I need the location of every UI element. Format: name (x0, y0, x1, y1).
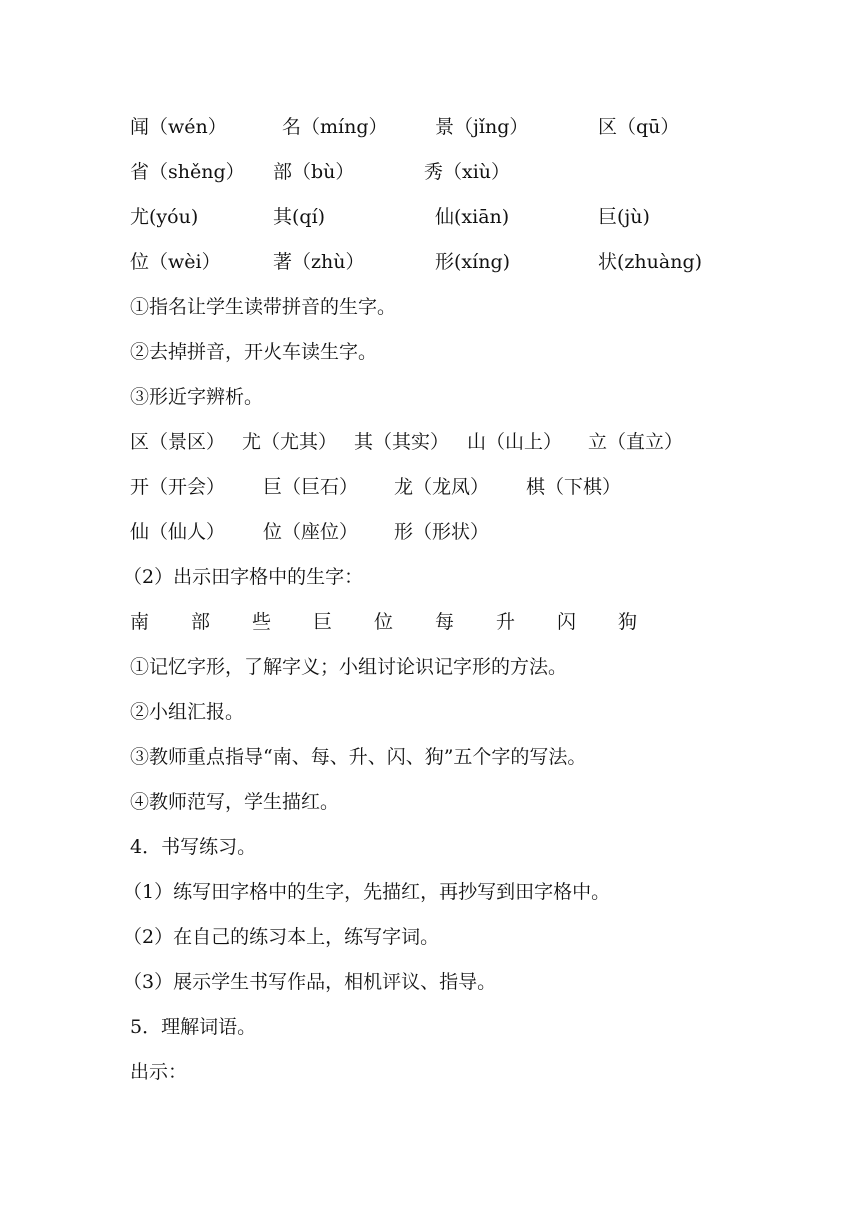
pinyin-item: 仙(xiān) (435, 206, 510, 228)
grid-char: 每 (435, 611, 455, 633)
section-5-title: 5．理解词语。 (130, 1016, 257, 1038)
compare-item: 形（形状） (394, 521, 490, 543)
pinyin-item: 形(xíng) (435, 251, 511, 273)
grid-char: 些 (252, 611, 272, 633)
step-line: ③形近字辨析。 (130, 386, 264, 408)
pinyin-item: 省（shěng） (130, 161, 245, 183)
step-line: ①指名让学生读带拼音的生字。 (130, 296, 397, 318)
pinyin-item: 著（zhù） (273, 251, 365, 273)
grid-char: 位 (374, 611, 394, 633)
compare-item: 巨（巨石） (263, 476, 359, 498)
compare-item: 山（山上） (467, 431, 563, 453)
section-5-show: 出示： (130, 1061, 188, 1083)
pinyin-item: 景（jǐng） (435, 116, 529, 138)
grid-char: 闪 (557, 611, 577, 633)
pinyin-item: 巨(jù) (598, 206, 650, 228)
pinyin-item: 闻（wén） (130, 116, 227, 138)
pinyin-item: 部（bù） (273, 161, 355, 183)
compare-item: 立（直立） (588, 431, 684, 453)
step-line: ②去掉拼音，开火车读生字。 (130, 341, 378, 363)
pinyin-item: 秀（xiù） (424, 161, 511, 183)
grid-char: 巨 (313, 611, 333, 633)
grid-char: 升 (496, 611, 516, 633)
compare-item: 棋（下棋） (526, 476, 622, 498)
pinyin-item: 位（wèi） (130, 251, 221, 273)
compare-item: 开（开会） (130, 476, 226, 498)
grid-heading: （2）出示田字格中的生字： (123, 566, 364, 588)
compare-item: 龙（龙凤） (394, 476, 490, 498)
grid-char: 狗 (618, 611, 638, 633)
step-line: ③教师重点指导“南、每、升、闪、狗”五个字的写法。 (130, 746, 587, 768)
pinyin-item: 尤(yóu) (130, 206, 199, 228)
pinyin-item: 其(qí) (273, 206, 326, 228)
pinyin-item: 状(zhuàng) (598, 251, 703, 273)
step-line: ①记忆字形，了解字义；小组讨论识记字形的方法。 (130, 656, 568, 678)
compare-item: 其（其实） (354, 431, 450, 453)
section-4-item: （2）在自己的练习本上，练写字词。 (123, 926, 440, 948)
section-4-item: （1）练写田字格中的生字，先描红，再抄写到田字格中。 (123, 881, 611, 903)
compare-item: 仙（仙人） (130, 521, 226, 543)
grid-char: 南 (130, 611, 150, 633)
pinyin-item: 区（qū） (598, 116, 680, 138)
compare-item: 尤（尤其） (242, 431, 338, 453)
grid-char: 部 (191, 611, 211, 633)
section-4-title: 4．书写练习。 (130, 836, 257, 858)
pinyin-item: 名（míng） (282, 116, 388, 138)
step-line: ②小组汇报。 (130, 701, 245, 723)
compare-item: 位（座位） (263, 521, 359, 543)
compare-item: 区（景区） (130, 431, 226, 453)
step-line: ④教师范写，学生描红。 (130, 791, 340, 813)
section-4-item: （3）展示学生书写作品，相机评议、指导。 (123, 971, 497, 993)
